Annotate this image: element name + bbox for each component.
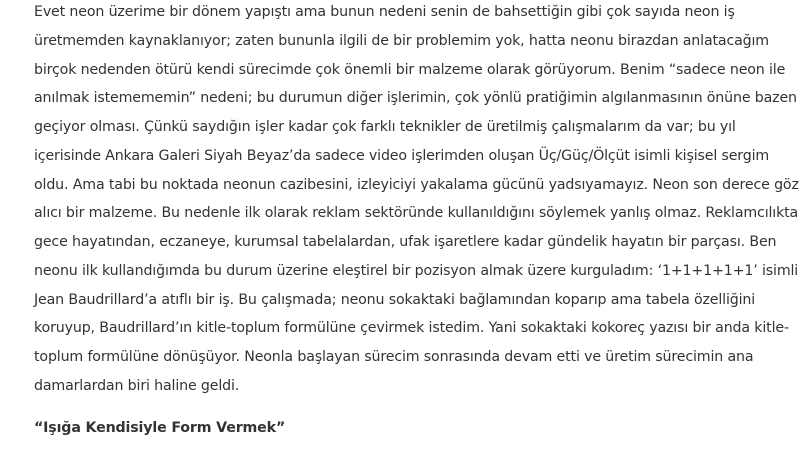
article-body — [34, 0, 799, 442]
article-paragraph — [34, 0, 799, 401]
paragraph-line: neonu ilk kullandığımda bu durum üzerine eleştirel bir pozisyon almak üzere kurguladım: ‘1+1+1+1+1’ isimli — [34, 262, 799, 279]
paragraph-line: toplum formülüne dönüşüyor. Neonla başlayan sürecim sonrasında devam etti ve üretim sürecimin ana — [34, 349, 754, 365]
paragraph-line: Evet neon üzerime bir dönem yapıştı ama bunun nedeni senin de bahsettiğin gibi çok sayıda neon iş — [34, 4, 735, 20]
paragraph-line: oldu. Ama tabi bu noktada neonun cazibesini, izleyiciyi yakalama gücünü yadsıyamayız. Neon son derece göz — [34, 176, 799, 193]
section-heading: “Işığa Kendisiyle Form Vermek” — [34, 419, 286, 436]
paragraph-line: birçok nedenden ötürü kendi sürecimde çok önemli bir malzeme olarak görüyorum. Benim “sadece neon ile — [34, 61, 786, 78]
paragraph-line: içerisinde Ankara Galeri Siyah Beyaz’da sadece video işlerimden oluşan Üç/Güç/Ölçüt isimli kişisel sergim — [34, 147, 770, 164]
paragraph-line: üretmemden kaynaklanıyor; zaten bununla ilgili de bir problemim yok, hatta neonu birazdan anlatacağım — [34, 32, 769, 49]
paragraph-line: damarlardan biri haline geldi. — [34, 377, 240, 394]
paragraph-line: gece hayatından, eczaneye, kurumsal tabelalardan, ufak işaretlere kadar gündelik hayatın bir parçası. Ben — [34, 234, 777, 250]
paragraph-line: anılmak istemememin” nedeni; bu durumun diğer işlerimin, çok yönlü pratiğimin algılanmasının önüne bazen — [34, 90, 797, 107]
paragraph-line: geçiyor olması. Çünkü saydığın işler kadar çok farklı teknikler de üretilmiş çalışmalarım da var; bu yıl — [34, 119, 736, 135]
paragraph-line: alıcı bir malzeme. Bu nedenle ilk olarak reklam sektöründe kullanıldığını söylemek yanlış olmaz. Reklamcılıkta — [34, 205, 799, 222]
paragraph-line: Jean Baudrillard’a atıflı bir iş. Bu çalışmada; neonu sokaktaki bağlamından koparıp ama tabela özelliğini — [34, 291, 756, 308]
paragraph-line: koruyup, Baudrillard’ın kitle-toplum formülüne çevirmek istedim. Yani sokaktaki kokoreç yazısı bir anda kitle- — [34, 320, 789, 337]
